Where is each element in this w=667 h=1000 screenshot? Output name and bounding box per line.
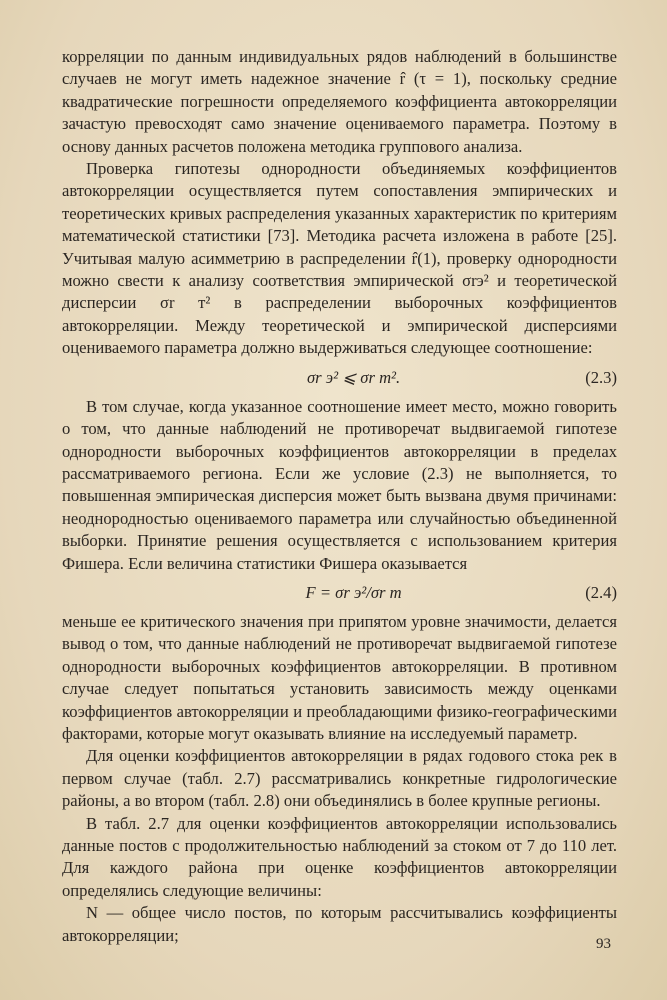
paragraph-6: В табл. 2.7 для оценки коэффициентов автокорреляции использовались данные постов с продолжительностью наблюдений за стоком от 7 до 110 лет. Для каждого района при оценке коэффициентов автокорреляции определялись следующие величины: [62, 813, 617, 900]
equation-2-4 [62, 581, 617, 605]
paragraph-2: Проверка гипотезы однородности объединяемых коэффициентов автокорреляции осуществляется путем сопоставления эмпирических и теоретических кривых распределения указанных характеристик по критериям математической статистики [73]. Методика расчета изложена в работе [25]. Учитывая малую асимметрию в распределении r̂(1), проверку однородности можно свести к анализу соответствия эмпирической σrэ² и теоретической дисперсии σr т² в распределении выборочных коэффициентов автокорреляции. Между теоретической и эмпирической дисперсиями оцениваемого параметра должно выдерживаться следующее соотношение: [62, 159, 617, 358]
paragraph-5: Для оценки коэффициентов автокорреляции в рядах годового стока рек в первом случае (табл. 2.7) рассматривались конкретные гидрологические районы, а во втором (табл. 2.8) они объединялись в более крупные регионы. [62, 746, 617, 811]
paragraph-3: В том случае, когда указанное соотношение имеет место, можно говорить о том, что данные наблюдений не противоречат выдвигаемой гипотезе однородности выборочных коэффициентов автокорреляции в пределах рассматриваемого региона. Если же условие (2.3) не выполняется, то повышенная эмпирическая дисперсия может быть вызвана двумя причинами: неоднородностью оцениваемого параметра или случайностью объединенной выборки. Принятие решения осуществляется с использованием критерия Фишера. Если величина статистики Фишера оказывается [62, 396, 617, 573]
equation-number: (2.4) [585, 582, 617, 602]
equation-number: (2.3) [585, 367, 617, 387]
equation-formula: F = σr э²/σr т [305, 582, 402, 602]
paragraph-7: N — общее число постов, по которым рассчитывались коэффициенты автокорреляции; [62, 903, 617, 945]
paragraph-4: меньше ее критического значения при припятом уровне значимости, делается вывод о том, что данные наблюдений не противоречат выдвигаемой гипотезе однородности выборочных коэффициентов автокорреляции. В противном случае следует попытаться установить зависимость между оценками коэффициентов автокорреляции и преобладающими физико-географическими факторами, которые могут оказывать влияние на исследуемый параметр. [62, 611, 617, 743]
page-number: 93 [596, 936, 611, 952]
equation-formula: σr э² ⩽ σr т². [307, 367, 401, 387]
paragraph-1: корреляции по данным индивидуальных рядов наблюдений в большинстве случаев не могут иметь надежное значение r̂ (τ = 1), поскольку средние квадратические погрешности определяемого коэффициента автокорреляции зачастую превосходят само значение оцениваемого параметра. Поэтому в основу данных расчетов положена методика группового анализа. [62, 47, 617, 156]
equation-2-3 [62, 366, 617, 390]
body-text [62, 46, 617, 947]
